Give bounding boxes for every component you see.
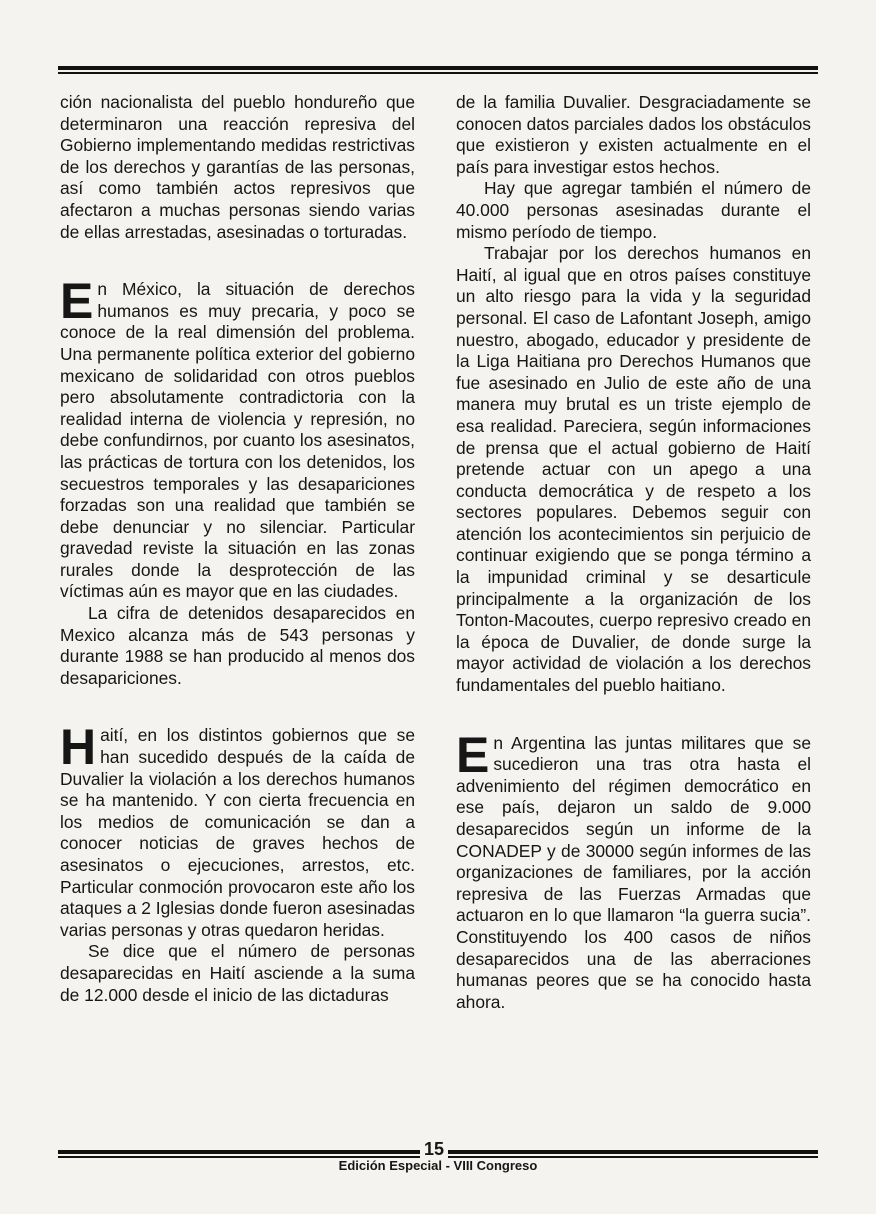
drop-cap: E [60,273,94,330]
left-paragraph-mexico-figures: La cifra de detenidos desaparecidos en Mexico alcanza más de 543 personas y durante 1988 se han producido al menos dos desapariciones. [60,603,415,688]
left-paragraph-haiti [60,719,415,941]
top-rule [58,66,818,76]
page-number: 15 [420,1140,448,1158]
right-column [456,92,811,1013]
paragraph-text: aití, en los distintos gobiernos que se han sucedido después de la caída de Duvalier la violación a los derechos humanos se ha mantenido. Y con cierta frecuencia en los medios de comunicación se dan a conocer noticias de graves hechos de asesinatos o ejecuciones, arrestos, etc. Particular conmoción provocaron este año los ataques a 2 Iglesias donde fueron asesinadas varias personas y otras quedaron heridas. [60,725,415,940]
left-paragraph-1: ción nacionalista del pueblo hondureño que determinaron una reacción represiva del Gobierno implementando medidas restrictivas de los derechos y garantías de las personas, así como también actos represivos que afectaron a muchas personas siendo varias de ellas arrestadas, asesinadas o torturadas. [60,92,415,242]
left-paragraph-haiti-figures: Se dice que el número de personas desaparecidas en Haití asciende a la suma de 12.000 desde el inicio de las dictaduras [60,941,415,1005]
right-paragraph-2: Hay que agregar también el número de 40.000 personas asesinadas durante el mismo período de tiempo. [456,178,811,242]
paragraph-text: n Argentina las juntas militares que se sucedieron una tras otra hasta el advenimiento del régimen democrático en ese país, dejaron un saldo de 9.000 desaparecidos según un informe de la CONADEP y de 30000 según informes de las organizaciones de familiares, por la acción represiva de las Fuerzas Armadas que actuaron en lo que llamaron “la guerra sucia”. Constituyendo los 400 casos de niños desaparecidos una de las aberraciones humanas peores que se ha conocido hasta ahora. [456,732,811,1012]
drop-cap: H [60,719,97,776]
paragraph-text: n México, la situación de derechos humanos es muy precaria, y poco se conoce de la real dimensión del problema. Una permanente política exterior del gobierno mexicano de solidaridad con otros pueblos pero absolutamente contradictoria con la realidad interna de violencia y represión, no debe confundirnos, por cuanto los asesinatos, las prácticas de tortura con los detenidos, los secuestros temporales y las desapariciones forzadas son una realidad que también se debe denunciar y no silenciar. Particular gravedad reviste la situación en las zonas rurales donde la desprotección de las víctimas aún es mayor que en las ciudades. [60,279,415,602]
page-footer [58,1139,818,1182]
right-paragraph-3: Trabajar por los derechos humanos en Haití, al igual que en otros países constituye un alto riesgo para la vida y la seguridad personal. El caso de Lafontant Joseph, amigo nuestro, abogado, educador y presidente de la Liga Haitiana pro Derechos Humanos que fue asesinado en Julio de este año de una manera muy brutal es un triste ejemplo de esa realidad. Pareciera, según informaciones de prensa que el actual gobierno de Haití pretende actuar con un apego a una conducta democrática y de respeto a los sectores populares. Debemos seguir con atención los acontecimientos sin perjuicio de continuar exigiendo que se ponga término a la impunidad criminal y se desarticule principalmente a la organización de los Tonton-Macoutes, cuerpo represivo creado en la época de Duvalier, de donde surge la mayor actividad de violación a los derechos fundamentales del pueblo haitiano. [456,243,811,696]
right-paragraph-argentina [456,726,811,1014]
left-column [60,92,415,1006]
right-paragraph-1: de la familia Duvalier. Desgraciadamente se conocen datos parciales dados los obstáculos que existieron y existen actualmente en el país para investigar estos hechos. [456,92,811,177]
edition-label: Edición Especial - VIII Congreso [338,1158,538,1173]
drop-cap: E [456,726,490,783]
left-paragraph-mexico [60,273,415,603]
